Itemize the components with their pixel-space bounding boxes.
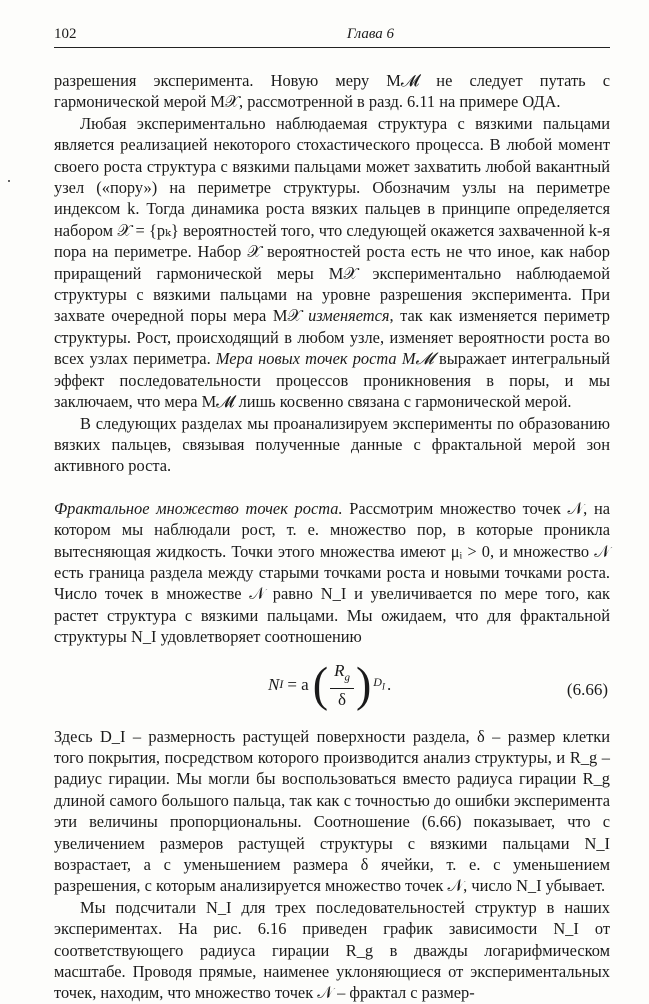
paragraph-2-part-a: Любая экспериментально наблюдаемая структура с вязкими пальцами является реализацией некоторого стохастического процесса. В любой момент своего роста структура с вязкими пальцами может захватить любой вакантный узел («пору») на периметре структуры. Обозначим узлы на периметре индексом k. Тогда динамика роста вязких пальцев в принципе определяется набором 𝒳 = {pₖ} вероятностей того, что следующей окажется захваченной k-я пора на периметре. Набор 𝒳 вероятностей роста есть не что иное, как набор приращений гармонической меры M𝒳 экспериментально наблюдаемой структуры с вязкими пальцами на уровне разрешения эксперимента. При захвате очередной поры мера M𝒳 bbox=[54, 113, 610, 326]
page-body bbox=[54, 70, 610, 1004]
paragraph-2-part-b: , так как изменяется периметр структуры. Рост, происходящий в любом узле, изменяет вероятности роста во всех узлах периметра. bbox=[54, 306, 611, 369]
paragraph-3: В следующих разделах мы проанализируем эксперименты по образованию вязких пальцев, связывая полученные данные с фрактальной мерой зон активного роста. bbox=[54, 413, 610, 476]
eq-exponent-symbol: D bbox=[373, 675, 382, 690]
emphasis-changes: изменяется bbox=[308, 306, 390, 326]
eq-fraction bbox=[330, 660, 354, 711]
paragraph-5: Здесь D_I – размерность растущей поверхности раздела, δ – размер клетки того покрытия, посредством которого производится анализ структуры, и R_g – радиус гирации. Мы могли бы воспользоваться вместо радиуса гирации R_g длиной самого большого пальца, так как с точностью до ошибки эксперимента эти величины пропорциональны. Соотношение (6.66) показывает, что с увеличением размеров растущей структуры с вязкими пальцами N_I возрастает, а с уменьшением размера δ ячейки, т. е. с уменьшением разрешения, с которым анализируется множество точек 𝒩, число N_I убывает. bbox=[54, 726, 610, 896]
eq-numerator bbox=[330, 660, 354, 690]
emphasis-growth-measure: Мера новых точек роста M𝓜 bbox=[215, 349, 434, 369]
book-page bbox=[54, 26, 610, 1004]
section-run-in-heading: Фрактальное множество точек роста. bbox=[54, 498, 343, 518]
eq-exponent bbox=[373, 672, 385, 698]
eq-numerator-sub: g bbox=[344, 670, 350, 683]
eq-trailing-dot: . bbox=[386, 675, 392, 695]
paragraph-2-part-c: выражает интегральный эффект последовательности процессов проникновения в поры, и мы заключаем, что мера M𝓜 лишь косвенно связана с гармонической мерой. bbox=[54, 349, 611, 412]
paragraph-6: Мы подсчитали N_I для трех последовательностей структур в наших экспериментах. На рис. 6.16 приведен график зависимости N_I от соответствующего радиуса гирации R_g в дважды логарифмическом масштабе. Проводя прямые, наименее уклоняющиеся от экспериментальных точек, находим, что множество точек 𝒩 – фрактал с размер- bbox=[54, 897, 610, 1003]
eq-lhs: N bbox=[268, 675, 280, 695]
chapter-title: Глава 6 bbox=[346, 26, 394, 42]
paragraph-1: разрешения эксперимента. Новую меру M𝓜 не следует путать с гармонической мерой M𝒳, рассмотренной в разд. 6.11 на примере ОДА. bbox=[54, 71, 610, 112]
eq-exponent-sub: I bbox=[381, 681, 385, 692]
eq-numerator-symbol: R bbox=[334, 660, 345, 680]
eq-left-paren: ( bbox=[312, 657, 329, 712]
paragraph-4-text: Рассмотрим множество точек 𝒩, на котором мы наблюдали рост, т. е. множество пор, в которые проникла вытесняющая жидкость. Точки этого множества имеют μᵢ > 0, и множество 𝒩 есть граница раздела между старыми точками роста и новыми точками роста. Число точек в множестве 𝒩 равно N_I и увеличивается по мере того, как растет структура с вязкими пальцами. Мы ожидаем, что для фрактальной структуры N_I удовлетворяет соотношению bbox=[54, 498, 611, 647]
equation-expression bbox=[268, 657, 392, 712]
eq-equals-a: = a bbox=[287, 675, 309, 695]
running-header bbox=[54, 26, 610, 48]
eq-denominator: δ bbox=[338, 690, 347, 710]
eq-right-paren: ) bbox=[355, 657, 372, 712]
page-number: 102 bbox=[54, 26, 77, 42]
equation-number: (6.66) bbox=[566, 679, 608, 699]
margin-mark bbox=[8, 180, 10, 182]
paragraph-4 bbox=[54, 498, 610, 648]
eq-lhs-sub: I bbox=[279, 677, 284, 692]
equation-6-66 bbox=[54, 652, 610, 724]
paragraph-2 bbox=[54, 113, 610, 413]
